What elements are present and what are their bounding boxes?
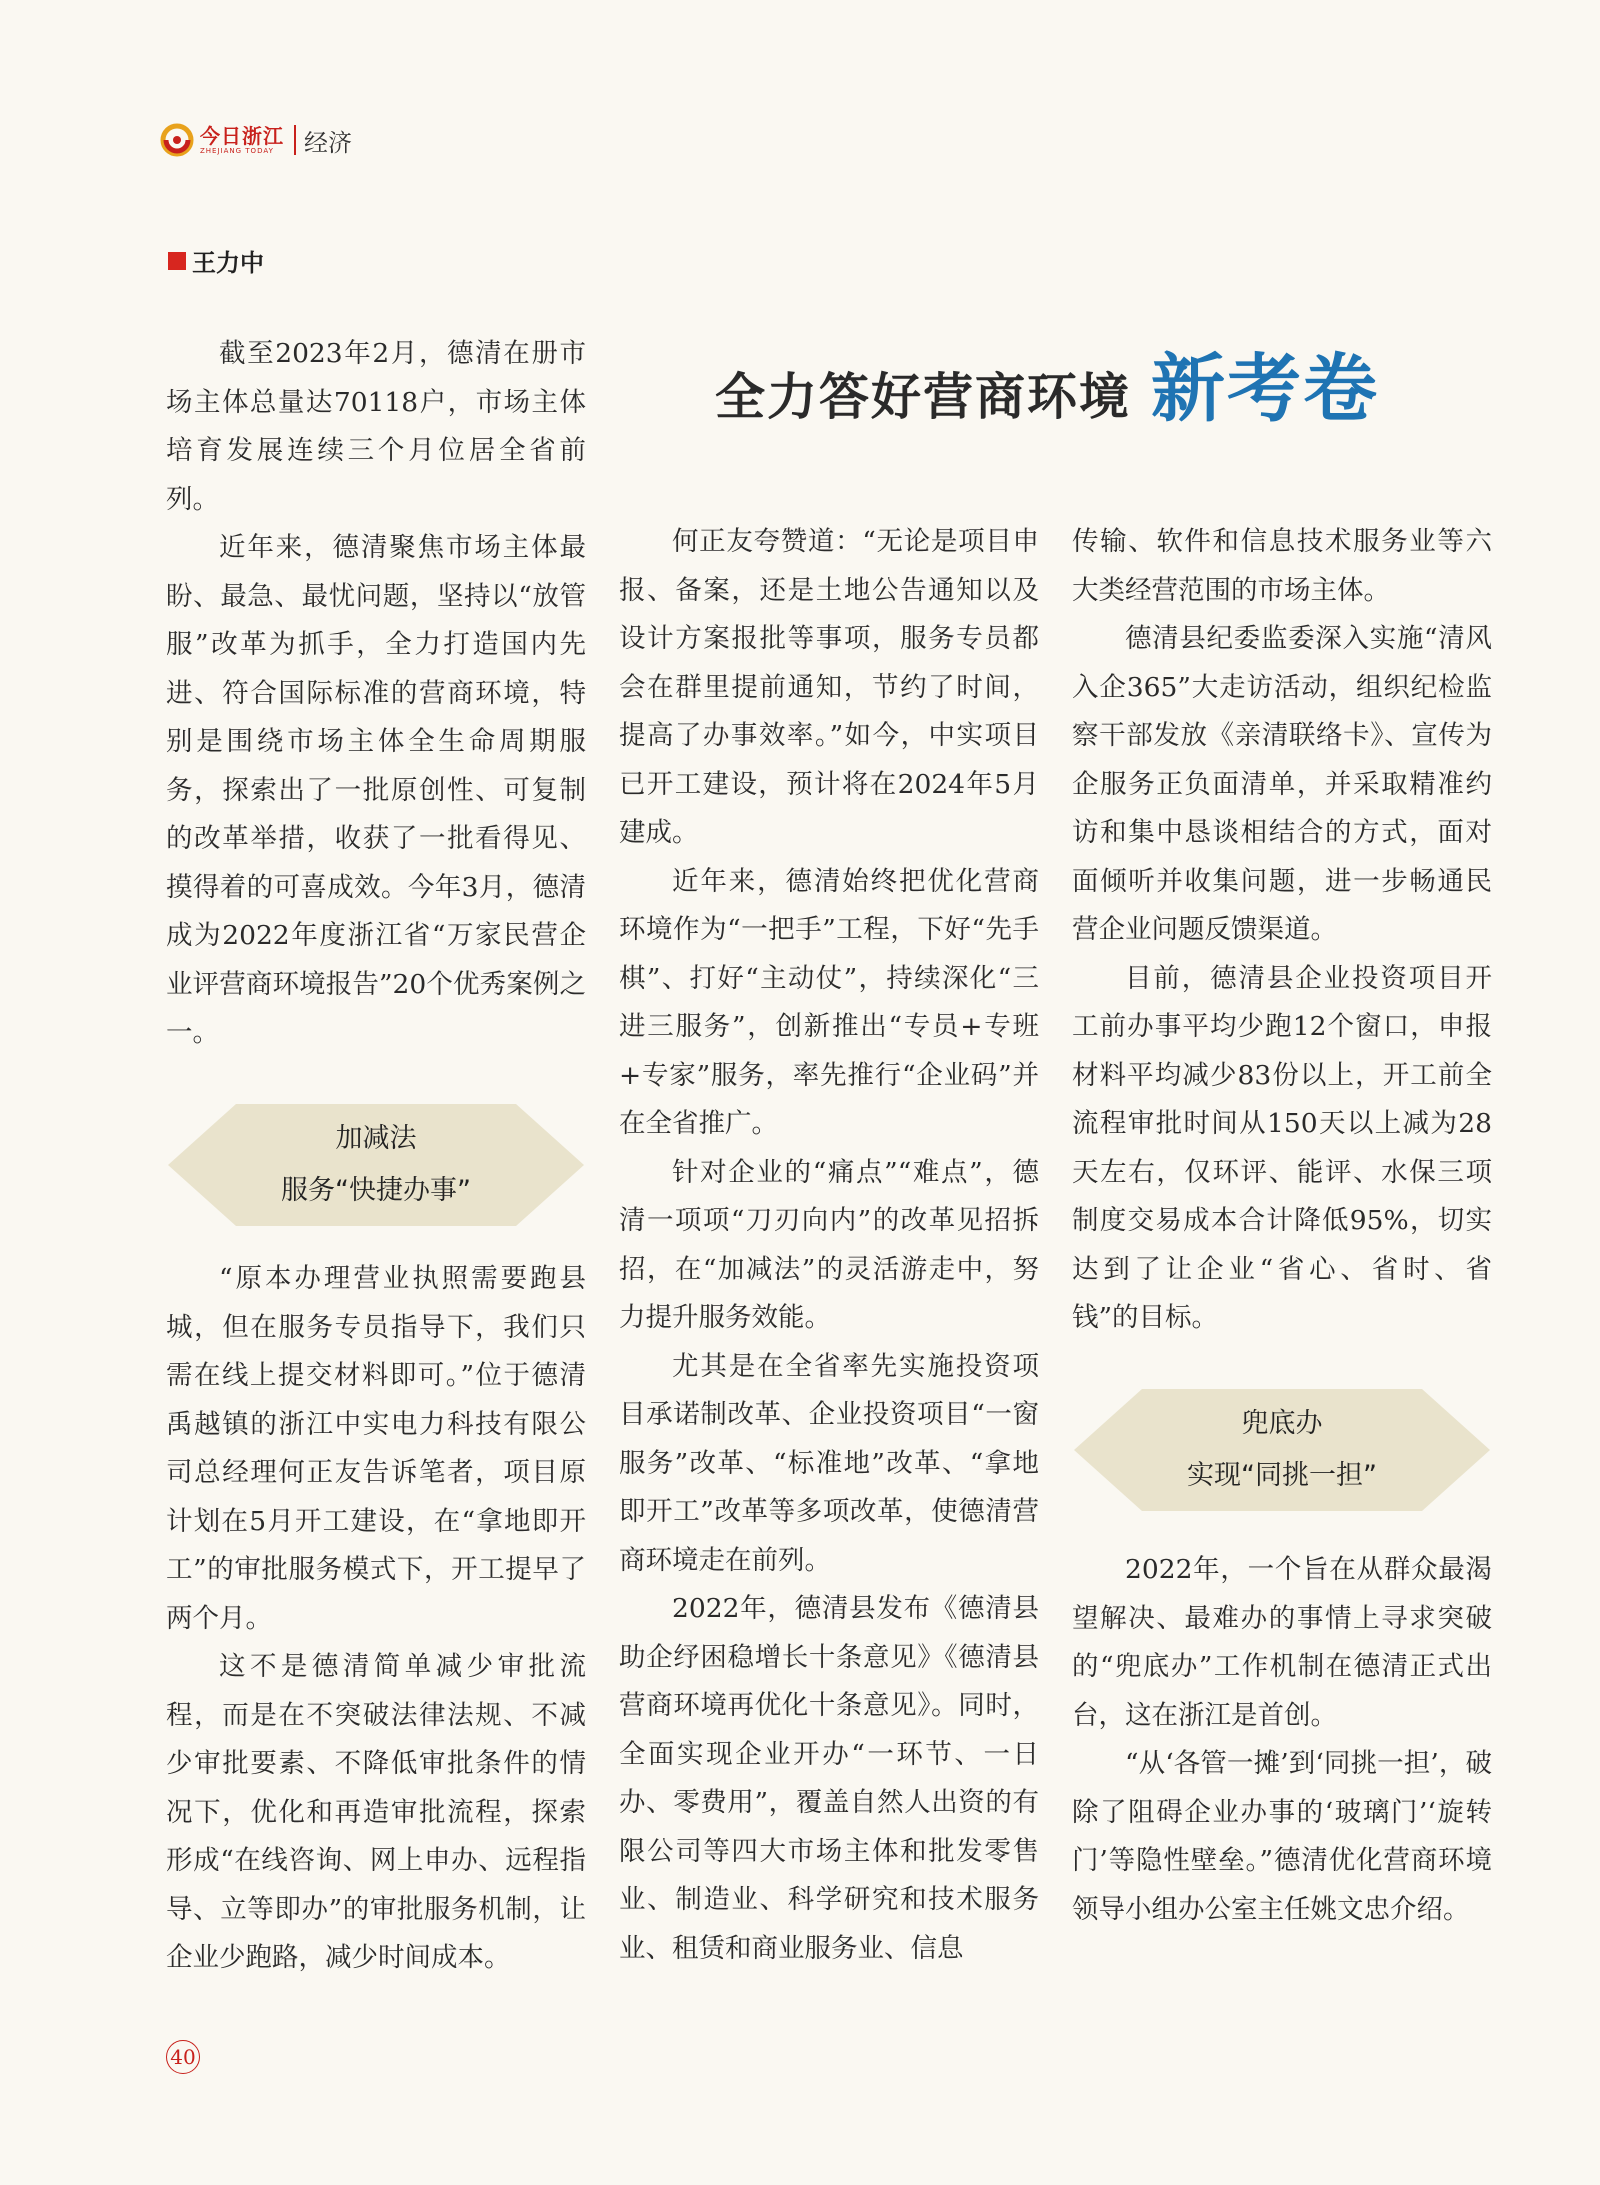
column-2 [619, 518, 1039, 1973]
column-1-top [166, 330, 586, 1058]
paragraph: 目前，德清县企业投资项目开工前办事平均少跑12个窗口，申报材料平均减少83份以上，开工前全流程审批时间从150天以上减为28天左右，仅环评、能评、水保三项制度交易成本合计降低95%，切实达到了让企业“省心、省时、省钱”的目标。 [1072, 962, 1492, 1333]
column-3-bottom [1072, 1546, 1492, 1934]
page-number: 40 [166, 2040, 200, 2074]
paragraph: 尤其是在全省率先实施投资项目承诺制改革、企业投资项目“一窗服务”改革、“标准地”改革、“拿地即开工”改革等多项改革，使德清营商环境走在前列。 [619, 1350, 1039, 1576]
header [160, 120, 352, 160]
paragraph-continued: 传输、软件和信息技术服务业等六大类经营范围的市场主体。 [1072, 526, 1492, 606]
logo-icon [160, 123, 194, 157]
paragraph: “从‘各管一摊’到‘同挑一担’，破除了阻碍企业办事的‘玻璃门’‘旋转门’等隐性壁垒。”德清优化营商环境领导小组办公室主任姚文忠介绍。 [1072, 1748, 1492, 1925]
paragraph: 2022年，一个旨在从群众最渴望解决、最难办的事情上寻求突破的“兜底办”工作机制在德清正式出台，这在浙江是首创。 [1072, 1554, 1492, 1731]
logo-cn: 今日浙江 [200, 123, 284, 148]
subheading-jiajianfa [166, 1100, 586, 1230]
subheading-doudiban [1072, 1385, 1492, 1515]
subheading-line-2: 实现“同挑一担” [1187, 1460, 1377, 1491]
paragraph: 德清县纪委监委深入实施“清风入企365”大走访活动，组织纪检监察干部发放《亲清联络卡》、宣传为企服务正负面清单，并采取精准约访和集中恳谈相结合的方式，面对面倾听并收集问题，进一步畅通民营企业问题反馈渠道。 [1072, 623, 1492, 945]
paragraph: 近年来，德清聚焦市场主体最盼、最急、最忧问题，坚持以“放管服”改革为抓手，全力打造国内先进、符合国际标准的营商环境，特别是围绕市场主体全生命周期服务，探索出了一批原创性、可复制的改革举措，收获了一批看得见、摸得着的可喜成效。今年3月，德清成为2022年度浙江省“万家民营企业评营商环境报告”20个优秀案例之一。 [166, 532, 586, 1048]
author-name: 王力中 [192, 249, 264, 277]
column-1-bottom [166, 1255, 586, 1983]
subheading-line-1: 兜底办 [1241, 1408, 1323, 1439]
subheading-line-1: 加减法 [335, 1123, 417, 1154]
author-byline [168, 243, 264, 278]
paragraph: 截至2023年2月，德清在册市场主体总量达70118户，市场主体培育发展连续三个月位居全省前列。 [166, 338, 586, 515]
paragraph: 2022年，德清县发布《德清县助企纾困稳增长十条意见》《德清县营商环境再优化十条意见》。同时，全面实现企业开办“一环节、一日办、零费用”，覆盖自然人出资的有限公司等四大市场主体和批发零售业、制造业、科学研究和技术服务业、租赁和商业服务业、信息 [619, 1593, 1039, 1964]
paragraph: 这不是德清简单减少审批流程，而是在不突破法律法规、不减少审批要素、不降低审批条件的情况下，优化和再造审批流程，探索形成“在线咨询、网上申办、远程指导、立等即办”的审批服务机制，让企业少跑路，减少时间成本。 [166, 1651, 586, 1973]
logo [200, 123, 284, 155]
paragraph: 近年来，德清始终把优化营商环境作为“一把手”工程，下好“先手棋”、打好“主动仗”，持续深化“三进三服务”，创新推出“专员+专班+专家”服务，率先推行“企业码”并在全省推广。 [619, 865, 1039, 1139]
header-divider [294, 125, 296, 155]
author-marker [168, 252, 186, 270]
subheading-line-2: 服务“快捷办事” [281, 1175, 471, 1206]
logo-en: ZHEJIANG TODAY [200, 146, 274, 155]
paragraph: “原本办理营业执照需要跑县城，但在服务专员指导下，我们只需在线上提交材料即可。”位于德清禹越镇的浙江中实电力科技有限公司总经理何正友告诉笔者，项目原计划在5月开工建设，在“拿地即开工”的审批服务模式下，开工提早了两个月。 [166, 1263, 586, 1634]
title-main: 全力答好营商环境 [715, 367, 1131, 426]
section-label: 经济 [304, 128, 352, 157]
article-title [715, 330, 1379, 436]
paragraph: 何正友夸赞道：“无论是项目申报、备案，还是土地公告通知以及设计方案报批等事项，服务专员都会在群里提前通知，节约了时间，提高了办事效率。”如今，中实项目已开工建设，预计将在2024年5月建成。 [619, 526, 1039, 848]
column-3-top [1072, 518, 1492, 1343]
title-accent: 新考卷 [1151, 346, 1379, 432]
paragraph: 针对企业的“痛点”“难点”，德清一项项“刀刃向内”的改革见招拆招，在“加减法”的灵活游走中，努力提升服务效能。 [619, 1156, 1039, 1333]
